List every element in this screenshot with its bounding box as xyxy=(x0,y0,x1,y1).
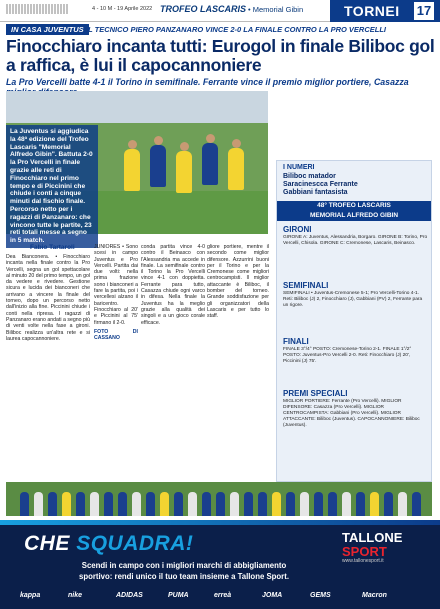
ad-banner[interactable] xyxy=(0,520,440,609)
section-title-semifinali: SEMIFINALI xyxy=(283,281,329,290)
headline: Finocchiaro incanta tutti: Eurogol in finale Biliboc gol a raffica, è lui il capocannoniere xyxy=(6,36,435,75)
team-player xyxy=(76,492,85,516)
team-player xyxy=(104,492,113,516)
article-column-3: conda partita vince 4-0 contro il Beinasco con l'Alessandria ma accede in finale. La semifinale contro il Torino la Pro Vercelli vince 4-1 con doppietta. Ferrante para tutto, Casazza chiude ogni varco in difesa. Nella finale la Juventus ha la meglio grazie alla qualità dei singoli e a un gioco corale efficace. xyxy=(141,244,205,326)
team-player xyxy=(174,492,183,516)
ad-tagline-2: sportivo: rendi unico il tuo team insieme a Tallone Sport. xyxy=(79,572,289,581)
column-2-text: JUNIORES • Sono scesi in campo Juventus e Pro Vercelli. Partita dai due volti: nella prima frazione sono i bianconeri a fare la partita, poi i vercellesi alzano il baricentro. Finocchiaro al 20' e Piccinini al 75' firmano il 2-0. xyxy=(94,244,138,326)
issue-date: 4 - 10 M - 19 Aprile 2022 xyxy=(92,6,153,12)
numbers-item: Biliboc matador xyxy=(283,173,336,180)
sponsor-logo: PUMA xyxy=(168,592,189,599)
section-title-premi: PREMI SPECIALI xyxy=(283,389,348,398)
ad-stripe xyxy=(0,520,440,525)
section-body-gironi: GIRONE A: Juventus, Alessandria, Borgaro. GIRONE B: Torino, Pro Vercelli, Chisola. GIRONE C: Cremonese, Lascaris, Beinasco. xyxy=(283,235,428,246)
byline: Fabio Tartaroli xyxy=(30,244,75,251)
sponsor-strip xyxy=(0,586,440,609)
team-player xyxy=(62,492,71,516)
ad-brand-squadra: SQUADRA! xyxy=(76,532,194,555)
team-player xyxy=(244,492,253,516)
team-player xyxy=(34,492,43,516)
sponsor-logo: nike xyxy=(68,592,83,599)
team-player xyxy=(314,492,323,516)
photo-player xyxy=(228,148,244,190)
team-player xyxy=(384,492,393,516)
section-body-semifinali: SEMIFINALI • Juventus-Cremonese 5-1; Pro Vercelli-Torino 4-1. Reti: Biliboc (J) 2, Finocchiaro (J), Gabbiani (PV) 2, Ferrante para un rigore. xyxy=(283,291,423,308)
team-player xyxy=(20,492,29,516)
photo-player xyxy=(176,151,192,193)
team-player xyxy=(328,492,337,516)
photo-credit: FOTO DI CASSANO xyxy=(94,328,138,342)
sponsor-logo: JOMA xyxy=(262,592,283,599)
team-player xyxy=(132,492,141,516)
team-player xyxy=(356,492,365,516)
photo-player xyxy=(124,149,140,191)
team-player xyxy=(118,492,127,516)
team-player xyxy=(272,492,281,516)
trofeo-label: TROFEO LASCARIS xyxy=(160,4,247,14)
team-player xyxy=(258,492,267,516)
team-photo xyxy=(6,482,432,516)
logo-url: www.tallonesport.it xyxy=(342,558,384,564)
logo-line-2: SPORT xyxy=(342,544,387,559)
team-player xyxy=(90,492,99,516)
team-player xyxy=(342,492,351,516)
masthead-logo xyxy=(6,4,68,14)
logo-line-1: TALLONE xyxy=(342,530,403,545)
sponsor-logo: kappa xyxy=(20,592,41,599)
sponsor-logo: GEMS xyxy=(310,592,331,599)
numbers-list xyxy=(283,173,428,197)
sponsor-logo: Macron xyxy=(362,592,387,599)
photo-sky xyxy=(6,91,268,123)
kicker xyxy=(0,24,440,35)
team-player xyxy=(300,492,309,516)
team-player xyxy=(202,492,211,516)
tallone-logo xyxy=(342,530,422,564)
team-player xyxy=(286,492,295,516)
memorial-label: • Memorial Gibin xyxy=(248,5,304,14)
subhead: La Pro Vercelli batte 4-1 il Torino in semifinale. Ferrante vince il premio miglior portiere, Casazza xyxy=(6,77,409,87)
article-column-2 xyxy=(94,244,138,341)
numbers-title: I NUMERI xyxy=(283,164,315,171)
kicker-text: IL TECNICO PIERO PANZANARO VINCE 2-0 LA FINALE CONTRO LA PRO VERCELLI xyxy=(86,25,387,34)
sponsor-logo: erreà xyxy=(214,592,232,599)
section-badge xyxy=(330,0,440,22)
ad-brand xyxy=(24,532,193,556)
photo-player xyxy=(202,143,218,185)
numbers-item: Saracinescca Ferrante xyxy=(283,181,358,188)
team-player xyxy=(398,492,407,516)
team-player xyxy=(188,492,197,516)
section-title-gironi: GIRONI xyxy=(283,225,312,234)
section-title-finali: FINALI xyxy=(283,337,309,346)
photo-player xyxy=(150,145,166,187)
team-player xyxy=(48,492,57,516)
page-number: 17 xyxy=(414,2,434,20)
section-title: TORNEI xyxy=(344,3,400,19)
team-player xyxy=(370,492,379,516)
section-body-premi: MIGLIOR PORTIERE: Ferrante (Pro Vercelli). MIGLIOR DIFENSORE: Casazza (Pro Vercelli). MIGLIOR CENTROCAMPISTA: Gabbiani (Pro Vercelli). MIGLIOR ATTACCANTE: Biliboc (Juventus). CAPOCANNONIERE: Biliboc (Juventus). xyxy=(283,399,420,428)
photo-caption: La Juventus si aggiudica la 48ª edizione del Trofeo Lascaris "Memorial Alfredo Gibin". Battuta 2-0 la Pro Vercelli in finale grazie alle reti di Finocchiaro nel primo tempo e di Piccinini che chiude i conti a cinque minuti dal fischio finale. Percorso netto per i ragazzi di Panzanaro: che vincono tutte le partite, 23 reti totali messe a segno in 5 match. xyxy=(6,125,98,248)
ad-brand-che: CHE xyxy=(24,532,70,555)
article-column-4: gliore portiere, mentre il secondo come miglior difensore. Azzurrini buoni per il Torino e per la Cremonese come migliori centrocampisti. Il miglior attaccante è Biliboc, il bomber del torneo. Grande soddisfazione per gli organizzatori della Lascaris e per tutto lo staff. xyxy=(207,244,269,320)
team-player xyxy=(160,492,169,516)
sponsor-logo: ADIDAS xyxy=(116,592,143,599)
article-column-1: Dea Bianconera. • Finocchiaro incanta nella finale contro la Pro Vercelli, segna un gol spettacolare al minuto 20 del primo tempo, un gol da vedere e rivedere. Gestione sicura e lucida dei bianconeri che arrivano a vincere la finale del torneo, dopo un percorso netto dall'inizio alla fine. Piccinini chiude i conti nella ripresa. I ragazzi di Panzanaro erano andati a segno più di venti volte nella fase a gironi. Biliboc realizza un'altra rete e si laurea capocannoniere. xyxy=(6,254,90,342)
ad-tagline-1: Scendi in campo con i migliori marchi di abbigliamento xyxy=(81,561,287,570)
team-player xyxy=(216,492,225,516)
team-player xyxy=(412,492,421,516)
team-player xyxy=(146,492,155,516)
results-panel xyxy=(276,160,432,482)
kicker-tag: IN CASA JUVENTUS xyxy=(6,24,89,35)
team-player xyxy=(230,492,239,516)
section-body-finali: FINALE 3°/4° POSTO: Cremonese-Torino 2-1. FINALE 1°/2° POSTO: Juventus-Pro Vercelli 2-0. Reti: Finocchiaro (J) 20', Piccinini (J) 75'. xyxy=(283,347,412,364)
trofeo-band: 48° TROFEO LASCARIS MEMORIAL ALFREDO GIBIN xyxy=(277,201,431,221)
page-header xyxy=(0,0,440,22)
numbers-item: Gabbiani fantasista xyxy=(283,189,348,196)
